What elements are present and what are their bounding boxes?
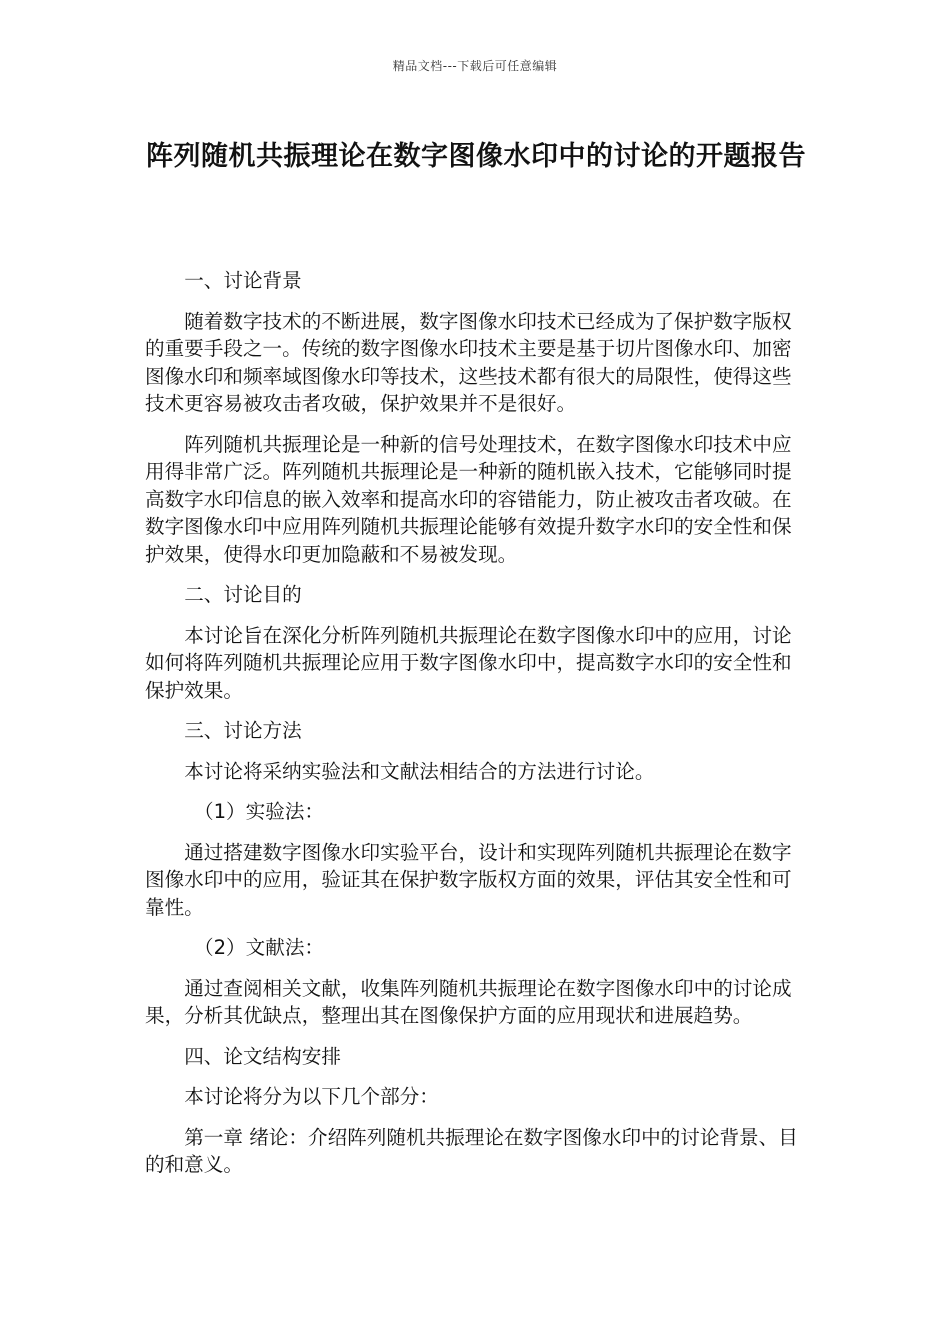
- paragraph-method-intro: 本讨论将采纳实验法和文献法相结合的方法进行讨论。: [184, 759, 655, 783]
- paragraph-method-experiment: 通过搭建数字图像水印实验平台，设计和实现阵列随机共振理论在数字图像水印中的应用，验证其在保护数字版权方面的效果，评估其安全性和可靠性。: [145, 840, 792, 919]
- paragraph-method-literature: 通过查阅相关文献，收集阵列随机共振理论在数字图像水印中的讨论成果，分析其优缺点，整理出其在图像保护方面的应用现状和进展趋势。: [145, 976, 792, 1027]
- method-label-experiment: （1）实验法：: [194, 800, 325, 823]
- page-header-note: 精品文档---下载后可任意编辑: [392, 59, 558, 73]
- section-heading-structure: 四、论文结构安排: [184, 1044, 341, 1068]
- paragraph-background-2: 阵列随机共振理论是一种新的信号处理技术，在数字图像水印技术中应用得非常广泛。阵列随机共振理论是一种新的随机嵌入技术，它能够同时提高数字水印信息的嵌入效率和提高水印的容错能力，防止被攻击者攻破。在数字图像水印中应用阵列随机共振理论能够有效提升数字水印的安全性和保护效果，使得水印更加隐蔽和不易被发现。: [145, 432, 792, 566]
- section-heading-purpose: 二、讨论目的: [184, 583, 302, 606]
- paragraph-purpose: 本讨论旨在深化分析阵列随机共振理论在数字图像水印中的应用，讨论如何将阵列随机共振理论应用于数字图像水印中，提高数字水印的安全性和保护效果。: [145, 623, 792, 702]
- document-title: 阵列随机共振理论在数字图像水印中的讨论的开题报告: [146, 141, 806, 172]
- paragraph-chapter-1: 第一章 绪论：介绍阵列随机共振理论在数字图像水印中的讨论背景、目的和意义。: [145, 1125, 798, 1176]
- paragraph-structure-intro: 本讨论将分为以下几个部分：: [184, 1085, 439, 1108]
- method-label-literature: （2）文献法：: [194, 936, 325, 959]
- section-heading-method: 三、讨论方法: [184, 719, 302, 742]
- section-heading-background: 一、讨论背景: [184, 269, 302, 292]
- document-body: [145, 267, 810, 1192]
- paragraph-background-1: 随着数字技术的不断进展，数字图像水印技术已经成为了保护数字版权的重要手段之一。传统的数字图像水印技术主要是基于切片图像水印、加密图像水印和频率域图像水印等技术，这些技术都有很大的局限性，使得这些技术更容易被攻击者攻破，保护效果并不是很好。: [145, 309, 792, 415]
